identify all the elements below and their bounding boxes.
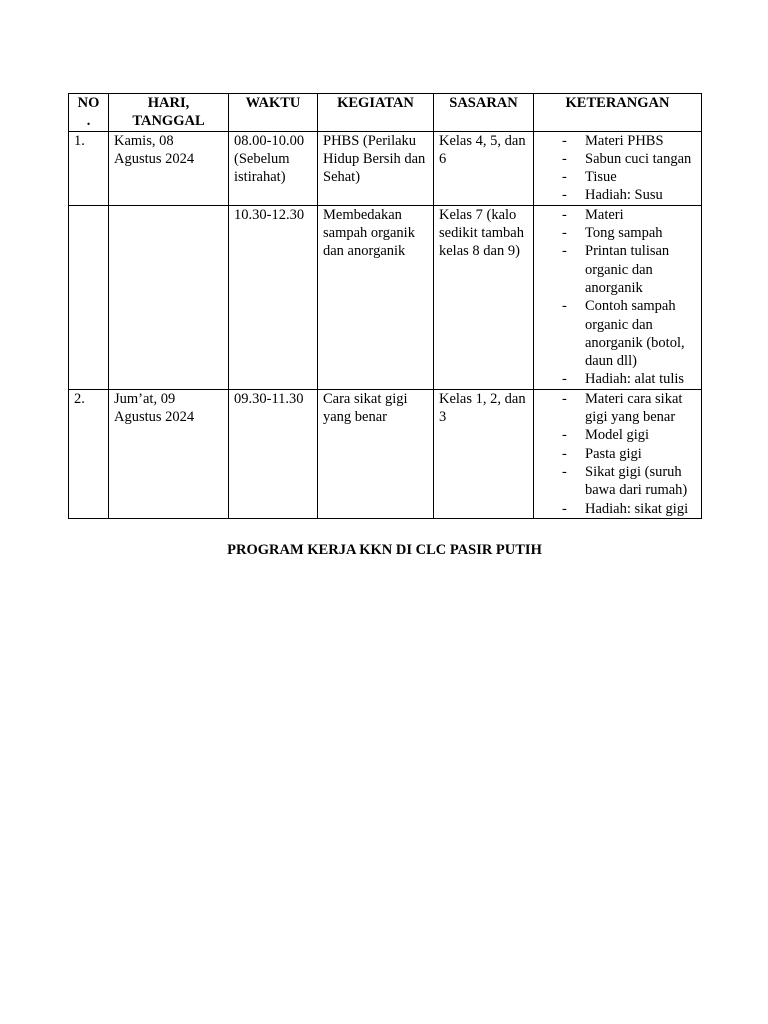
list-item: [539, 500, 696, 518]
cell-sasaran: Kelas 4, 5, dan 6: [434, 131, 534, 205]
list-dash-marker: -: [562, 298, 567, 315]
list-item-text: Sabun cuci tangan: [585, 150, 692, 167]
list-item: [539, 370, 696, 388]
document-caption: PROGRAM KERJA KKN DI CLC PASIR PUTIH: [227, 542, 542, 558]
list-item: [539, 426, 696, 444]
list-item: [539, 206, 696, 224]
cell-no: [69, 205, 109, 389]
list-item-text: Materi: [585, 206, 624, 223]
list-dash-marker: -: [562, 187, 567, 204]
header-no: NO .: [69, 94, 109, 132]
list-item: [539, 150, 696, 168]
list-dash-marker: -: [562, 169, 567, 186]
table-row: [69, 131, 702, 205]
header-sasaran: SASARAN: [434, 94, 534, 132]
cell-no: 2.: [69, 389, 109, 518]
list-item: [539, 242, 696, 297]
list-dash-marker: -: [562, 206, 567, 223]
header-hari-tanggal: HARI, TANGGAL: [109, 94, 229, 132]
cell-waktu: 09.30-11.30: [229, 389, 318, 518]
list-item-text: Tong sampah: [585, 225, 663, 242]
list-item: [539, 297, 696, 370]
header-kegiatan: KEGIATAN: [318, 94, 434, 132]
list-dash-marker: -: [562, 390, 567, 407]
list-item: [539, 186, 696, 204]
table-row: [69, 389, 702, 518]
cell-hari-tanggal: Jum’at, 09 Agustus 2024: [109, 389, 229, 518]
list-dash-marker: -: [562, 445, 567, 462]
list-item: [539, 463, 696, 500]
table-row: [69, 205, 702, 389]
list-item-text: Printan tulisan organic dan anorganik: [585, 243, 670, 296]
list-item: [539, 132, 696, 150]
table-body: [69, 131, 702, 518]
list-item-text: Materi cara sikat gigi yang benar: [585, 390, 683, 426]
list-item-text: Model gigi: [585, 427, 650, 444]
cell-keterangan: [534, 205, 702, 389]
header-keterangan: KETERANGAN: [534, 94, 702, 132]
list-item-text: Pasta gigi: [585, 445, 642, 462]
keterangan-list: [539, 206, 696, 389]
list-dash-marker: -: [562, 243, 567, 260]
cell-waktu: 08.00-10.00 (Sebelum istirahat): [229, 131, 318, 205]
cell-hari-tanggal: Kamis, 08 Agustus 2024: [109, 131, 229, 205]
list-item: [539, 168, 696, 186]
program-table: [68, 93, 702, 519]
header-waktu: WAKTU: [229, 94, 318, 132]
list-dash-marker: -: [562, 371, 567, 388]
cell-hari-tanggal: [109, 205, 229, 389]
list-item-text: Sikat gigi (suruh bawa dari rumah): [585, 463, 688, 499]
cell-keterangan: [534, 389, 702, 518]
list-item-text: Hadiah: sikat gigi: [585, 500, 689, 517]
cell-waktu: 10.30-12.30: [229, 205, 318, 389]
list-dash-marker: -: [562, 463, 567, 480]
cell-kegiatan: PHBS (Perilaku Hidup Bersih dan Sehat): [318, 131, 434, 205]
list-item-text: Materi PHBS: [585, 132, 664, 149]
cell-sasaran: Kelas 1, 2, dan 3: [434, 389, 534, 518]
list-dash-marker: -: [562, 225, 567, 242]
cell-kegiatan: Membedakan sampah organik dan anorganik: [318, 205, 434, 389]
list-item-text: Hadiah: Susu: [585, 187, 663, 204]
list-item: [539, 390, 696, 427]
list-dash-marker: -: [562, 150, 567, 167]
list-item: [539, 224, 696, 242]
list-item-text: Tisue: [585, 169, 617, 186]
list-item: [539, 445, 696, 463]
cell-sasaran: Kelas 7 (kalo sedikit tambah kelas 8 dan 9): [434, 205, 534, 389]
cell-no: 1.: [69, 131, 109, 205]
list-dash-marker: -: [562, 427, 567, 444]
table-header-row: [69, 94, 702, 132]
keterangan-list: [539, 390, 696, 518]
cell-kegiatan: Cara sikat gigi yang benar: [318, 389, 434, 518]
list-dash-marker: -: [562, 132, 567, 149]
cell-keterangan: [534, 131, 702, 205]
list-item-text: Hadiah: alat tulis: [585, 371, 685, 388]
list-item-text: Contoh sampah organic dan anorganik (botol, daun dll): [585, 298, 685, 370]
list-dash-marker: -: [562, 500, 567, 517]
keterangan-list: [539, 132, 696, 205]
